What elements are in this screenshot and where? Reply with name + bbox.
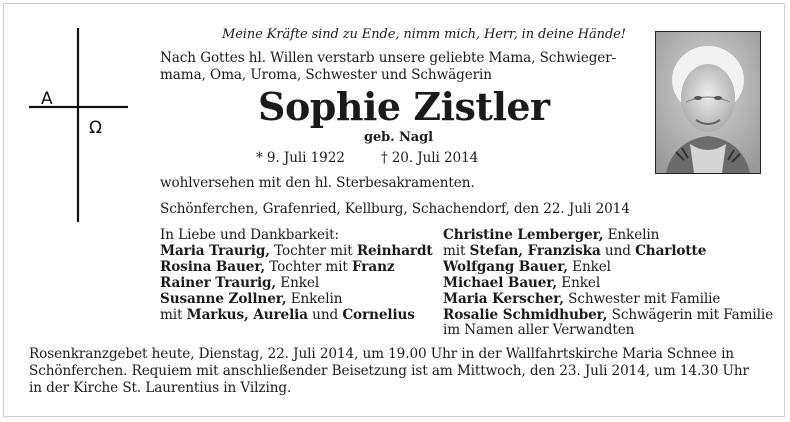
mourner-line [443,259,611,276]
mourner-relation: im Namen aller Verwandten [443,322,635,339]
mourner-name: Charlotte [635,242,707,259]
mourner-name: Markus, Aurelia [186,306,308,323]
mourner-line [160,291,342,308]
mourner-relation: Schwester mit Familie [563,290,721,307]
mourner-line [443,227,659,244]
mourner-name: Cornelius [342,306,415,323]
mourner-line [443,291,720,308]
mourner-line [160,243,433,260]
mourner-line [160,259,394,276]
mourner-name: Rosina Bauer, [160,258,266,275]
mourner-relation: mit [160,306,187,323]
mourner-relation: Enkelin [286,290,343,307]
portrait-image [656,32,760,173]
birth-date: * 9. Juli 1922 [256,150,345,166]
cross-symbol [27,24,130,224]
motto-verse: Meine Kräfte sind zu Ende, nimm mich, Herr, in deine Hände! [222,27,626,42]
death-date: † 20. Juli 2014 [380,150,479,166]
mourner-relation: mit [443,242,470,259]
places-date-line: Schönferchen, Grafenried, Kellburg, Schachendorf, den 22. Juli 2014 [160,201,630,217]
mourner-line [443,275,600,292]
mourner-relation: Tochter mit [265,258,352,275]
mourner-relation: Schwägerin mit Familie [607,306,774,323]
mourner-relation: In Liebe und Dankbarkeit: [160,227,339,243]
mourner-relation: Enkelin [603,227,660,243]
deceased-name: Sophie Zistler [258,84,550,129]
sacraments-line: wohlversehen mit den hl. Sterbesakramenten. [160,175,475,191]
mourner-relation: Tochter mit [269,242,357,259]
mourner-name: Wolfgang Bauer, [443,258,568,275]
mourner-line [443,307,773,324]
mourner-line [160,227,339,244]
service-info-line-2: Schönferchen. Requiem mit anschließender Beisetzung ist am Mittwoch, den 23. Juli 2014, um 14.30 Uhr [29,363,749,379]
mourner-name: Christine Lemberger, [443,227,604,243]
mourner-relation: Enkel [276,274,320,291]
mourner-name: Maria Kerscher, [443,290,564,307]
mourner-line [160,307,415,324]
mourner-name: Susanne Zollner, [160,290,287,307]
mourner-name: Rosalie Schmidhuber, [443,306,608,323]
mourner-name: Maria Traurig, [160,242,270,259]
mourner-relation: Enkel [557,274,601,291]
mourner-relation: und [307,306,343,323]
mourner-name: Stefan, Franziska [469,242,601,259]
mourner-name: Michael Bauer, [443,274,558,291]
intro-line-1: Nach Gottes hl. Willen verstarb unsere geliebte Mama, Schwieger- [160,50,617,66]
mourner-line [160,275,319,292]
mourner-relation: und [600,242,636,259]
intro-line-2: mama, Oma, Uroma, Schwester und Schwägerin [160,67,492,83]
mourner-name: Franz [351,258,395,275]
service-info-line-1: Rosenkranzgebet heute, Dienstag, 22. Juli 2014, um 19.00 Uhr in der Wallfahrtskirche Maria Schnee in [29,346,734,362]
portrait-photo [655,31,761,174]
service-info-line-3: in der Kirche St. Laurentius in Vilzing. [29,380,292,396]
mourner-name: Rainer Traurig, [160,274,277,291]
alpha-symbol: A [41,89,53,109]
mourner-line [443,243,706,260]
life-dates [256,150,478,167]
mourner-relation: Enkel [567,258,611,275]
mourner-name: Reinhardt [356,242,433,259]
birth-name: geb. Nagl [364,130,433,145]
mourner-line [443,322,634,339]
omega-symbol: Ω [89,118,102,138]
